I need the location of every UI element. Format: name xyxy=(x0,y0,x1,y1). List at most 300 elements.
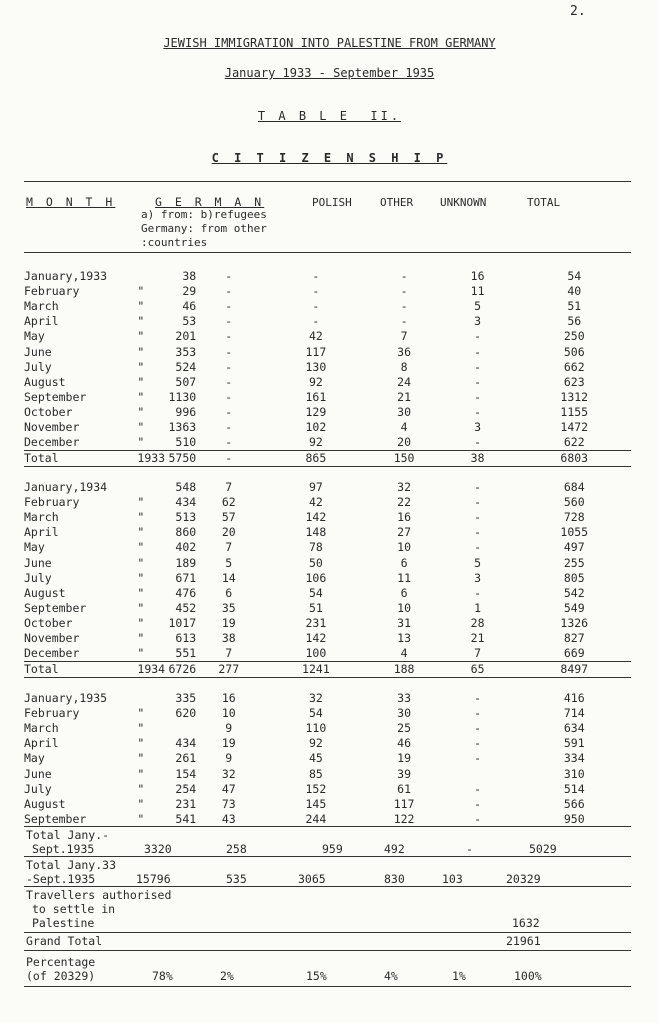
column-header-total: TOTAL xyxy=(527,196,561,209)
value-german-a: 15796 xyxy=(136,872,171,886)
german-a-cell: 452 xyxy=(175,600,197,615)
total-cell: 1472 xyxy=(560,419,589,434)
total-cell: 669 xyxy=(563,646,585,661)
total-cell: 591 xyxy=(563,736,585,751)
table-row xyxy=(24,510,631,525)
polish-cell: - xyxy=(312,314,320,329)
month-cell: September xyxy=(24,811,87,826)
value-polish: 3065 xyxy=(298,872,326,886)
month-cell: August xyxy=(24,374,66,389)
table-section-1935 xyxy=(24,691,631,827)
month-cell: June xyxy=(24,344,52,359)
unknown-cell: 5 xyxy=(474,555,482,570)
rule xyxy=(24,886,631,887)
summary-label: (of 20329) xyxy=(26,969,96,983)
month-cell: May xyxy=(24,751,45,766)
german-a-cell: 38 xyxy=(182,269,197,284)
polish-cell: 130 xyxy=(305,359,327,374)
total-cell: 623 xyxy=(563,374,585,389)
month-cell: January,1934 xyxy=(24,480,108,495)
table-row xyxy=(24,405,631,420)
other-cell: 4 xyxy=(400,646,408,661)
unknown-cell: - xyxy=(474,811,482,826)
month-cell: April xyxy=(24,736,59,751)
value-total: 100% xyxy=(514,969,542,983)
table-row xyxy=(24,691,631,706)
total-cell: 714 xyxy=(563,706,585,721)
ditto-cell: " xyxy=(137,419,145,434)
ditto-cell: " xyxy=(137,706,145,721)
total-cell: 497 xyxy=(563,540,585,555)
total-cell: 506 xyxy=(563,344,585,359)
other-cell: 31 xyxy=(397,615,412,630)
german-a-cell: 548 xyxy=(175,480,197,495)
unknown-cell: - xyxy=(474,706,482,721)
ditto-cell: " xyxy=(137,510,145,525)
german-b-cell: 20 xyxy=(221,525,236,540)
other-cell: 16 xyxy=(397,510,412,525)
german-a-cell: 541 xyxy=(175,811,197,826)
ditto-cell xyxy=(137,269,152,284)
german-a-cell: 996 xyxy=(175,404,197,419)
total-cell: 549 xyxy=(563,600,585,615)
total-cell: 634 xyxy=(563,721,585,736)
german-a-cell: 513 xyxy=(175,510,197,525)
unknown-cell: - xyxy=(474,404,482,419)
column-header-german: G E R M A N xyxy=(155,195,265,209)
rule xyxy=(24,826,631,827)
value-polish: 15% xyxy=(306,969,327,983)
value-total: 1632 xyxy=(512,916,540,930)
month-cell: April xyxy=(24,525,59,540)
german-a-cell: 671 xyxy=(175,570,197,585)
table-row xyxy=(24,540,631,555)
value-other: 4% xyxy=(384,969,398,983)
summary-grand-total xyxy=(24,934,631,950)
month-cell: February xyxy=(24,495,80,510)
value-german-a: 3320 xyxy=(144,842,172,856)
german-a-cell: 353 xyxy=(175,344,197,359)
ditto-cell: " xyxy=(137,570,145,585)
unknown-cell: - xyxy=(474,736,482,751)
ditto-cell: " xyxy=(137,600,145,615)
unknown-cell: 65 xyxy=(438,662,518,678)
unknown-cell: 3 xyxy=(474,570,482,585)
other-cell: - xyxy=(400,299,408,314)
rule xyxy=(24,856,631,857)
polish-cell: - xyxy=(312,269,320,284)
column-header-german-sub2: Germany: from other xyxy=(141,222,267,235)
german-b-cell: 16 xyxy=(221,691,236,706)
other-cell: - xyxy=(400,314,408,329)
german-b-cell: 19 xyxy=(221,615,236,630)
month-cell: April xyxy=(24,314,59,329)
german-b-cell: 43 xyxy=(221,811,236,826)
summary-label: Palestine xyxy=(32,916,95,930)
other-cell: 150 xyxy=(371,451,438,467)
value-total: 5029 xyxy=(529,842,557,856)
month-cell: August xyxy=(24,585,66,600)
ditto-cell: " xyxy=(137,374,145,389)
unknown-cell: - xyxy=(474,435,482,450)
total-row xyxy=(24,451,631,467)
polish-cell: 92 xyxy=(308,435,323,450)
ditto-cell: " xyxy=(137,525,145,540)
german-b-cell: - xyxy=(225,389,233,404)
german-a-cell: 620 xyxy=(175,706,197,721)
other-cell: 30 xyxy=(397,404,412,419)
german-a-cell: 524 xyxy=(175,359,197,374)
polish-cell: 42 xyxy=(308,329,323,344)
ditto-cell: 1933 xyxy=(137,451,166,466)
polish-cell: 106 xyxy=(305,570,327,585)
total-cell: 1312 xyxy=(560,389,589,404)
german-a-cell: 261 xyxy=(175,751,197,766)
value-total: 20329 xyxy=(506,872,541,886)
other-cell: 22 xyxy=(397,495,412,510)
german-b-cell: 32 xyxy=(221,766,236,781)
ditto-cell: " xyxy=(137,540,145,555)
unknown-cell: 5 xyxy=(474,299,482,314)
month-cell: December xyxy=(24,646,80,661)
german-b-cell: - xyxy=(225,359,233,374)
unknown-cell: 21 xyxy=(470,630,485,645)
table-row xyxy=(24,329,631,344)
polish-cell: 142 xyxy=(305,630,327,645)
polish-cell: 117 xyxy=(305,344,327,359)
month-cell: March xyxy=(24,721,59,736)
german-b-cell: 35 xyxy=(221,600,236,615)
polish-cell: 231 xyxy=(305,615,327,630)
unknown-cell xyxy=(438,766,518,781)
other-cell: 33 xyxy=(397,691,412,706)
month-cell: January,1935 xyxy=(24,691,108,706)
summary-label: -Sept.1935 xyxy=(26,872,96,886)
value-total: 21961 xyxy=(506,934,541,948)
other-cell: 188 xyxy=(371,662,438,678)
polish-cell: 161 xyxy=(305,389,327,404)
german-a-cell: 1017 xyxy=(168,615,197,630)
german-a-cell: 189 xyxy=(175,555,197,570)
german-b-cell: 62 xyxy=(221,495,236,510)
other-cell: 7 xyxy=(400,329,408,344)
summary-percentage xyxy=(24,955,631,983)
total-row xyxy=(24,662,631,678)
other-cell: 20 xyxy=(397,435,412,450)
month-cell: February xyxy=(24,284,80,299)
table-row xyxy=(24,571,631,586)
other-cell: - xyxy=(400,284,408,299)
month-cell: Total xyxy=(24,451,137,467)
polish-cell: - xyxy=(312,284,320,299)
total-cell: 1155 xyxy=(560,404,589,419)
german-b-cell: 9 xyxy=(225,721,233,736)
value-unknown: 103 xyxy=(442,872,463,886)
total-cell: 416 xyxy=(563,691,585,706)
german-b-cell: - xyxy=(225,419,233,434)
german-a-cell: 5750 xyxy=(152,451,196,467)
german-b-cell: - xyxy=(225,269,233,284)
table-row xyxy=(24,616,631,631)
german-a-cell: 46 xyxy=(182,299,197,314)
table-row xyxy=(24,706,631,721)
total-cell: 8497 xyxy=(518,662,631,678)
summary-travellers xyxy=(24,888,631,932)
german-a-cell: 476 xyxy=(175,585,197,600)
total-cell: 950 xyxy=(563,811,585,826)
polish-cell: 78 xyxy=(308,540,323,555)
table-row xyxy=(24,646,631,662)
german-b-cell: - xyxy=(225,374,233,389)
german-b-cell: 14 xyxy=(221,570,236,585)
polish-cell: 865 xyxy=(261,451,370,467)
unknown-cell: 1 xyxy=(474,600,482,615)
table-row xyxy=(24,586,631,601)
unknown-cell: - xyxy=(474,344,482,359)
header-rule-top xyxy=(24,181,631,182)
polish-cell: 45 xyxy=(308,751,323,766)
ditto-cell: " xyxy=(137,344,145,359)
other-cell: 19 xyxy=(397,751,412,766)
unknown-cell: 3 xyxy=(474,314,482,329)
german-b-cell: - xyxy=(225,314,233,329)
month-cell: October xyxy=(24,615,73,630)
unknown-cell: - xyxy=(474,796,482,811)
german-a-cell: 402 xyxy=(175,540,197,555)
other-cell: 24 xyxy=(397,374,412,389)
month-cell: June xyxy=(24,766,52,781)
other-cell: - xyxy=(400,269,408,284)
polish-cell: 85 xyxy=(308,766,323,781)
total-cell: 805 xyxy=(563,570,585,585)
ditto-cell: " xyxy=(137,495,145,510)
value-german-a: 78% xyxy=(152,969,173,983)
other-cell: 11 xyxy=(397,570,412,585)
table-section-1934 xyxy=(24,480,631,678)
month-cell: February xyxy=(24,706,80,721)
table-row xyxy=(24,766,631,781)
german-b-cell: - xyxy=(225,344,233,359)
unknown-cell: 16 xyxy=(470,269,485,284)
unknown-cell: - xyxy=(474,721,482,736)
german-b-cell: - xyxy=(225,299,233,314)
ditto-cell: " xyxy=(137,615,145,630)
total-cell: 56 xyxy=(567,314,582,329)
column-header-german-sub1: a) from: b)refugees xyxy=(141,208,267,221)
summary-label: to settle in xyxy=(32,902,116,916)
german-b-cell: 7 xyxy=(225,646,233,661)
ditto-cell: " xyxy=(137,796,145,811)
german-b-cell: 7 xyxy=(225,540,233,555)
german-b-cell: - xyxy=(225,435,233,450)
column-header-german-sub3: :countries xyxy=(141,236,208,249)
unknown-cell: - xyxy=(474,751,482,766)
german-a-cell: 613 xyxy=(175,630,197,645)
german-b-cell: 38 xyxy=(221,630,236,645)
rule xyxy=(24,986,631,987)
unknown-cell: - xyxy=(474,691,482,706)
ditto-cell: " xyxy=(137,359,145,374)
month-cell: September xyxy=(24,600,87,615)
table-row xyxy=(24,435,631,451)
table-row xyxy=(24,314,631,329)
month-cell: June xyxy=(24,555,52,570)
total-cell: 662 xyxy=(563,359,585,374)
german-a-cell: 1130 xyxy=(168,389,197,404)
document-period: January 1933 - September 1935 xyxy=(224,66,435,80)
month-cell: July xyxy=(24,781,52,796)
other-cell: 13 xyxy=(397,630,412,645)
other-cell: 122 xyxy=(393,811,415,826)
other-cell: 39 xyxy=(397,766,412,781)
value-unknown: 1% xyxy=(452,969,466,983)
german-a-cell xyxy=(152,721,196,736)
german-a-cell: 254 xyxy=(175,781,197,796)
german-b-cell: 57 xyxy=(221,510,236,525)
other-cell: 6 xyxy=(400,555,408,570)
other-cell: 61 xyxy=(397,781,412,796)
month-cell: October xyxy=(24,404,73,419)
total-cell: 684 xyxy=(563,480,585,495)
polish-cell: 32 xyxy=(308,691,323,706)
table-row xyxy=(24,360,631,375)
total-cell: 514 xyxy=(563,781,585,796)
polish-cell: - xyxy=(312,299,320,314)
polish-cell: 97 xyxy=(308,480,323,495)
table-row xyxy=(24,495,631,510)
total-cell: 566 xyxy=(563,796,585,811)
month-cell: July xyxy=(24,570,52,585)
ditto-cell: " xyxy=(137,284,145,299)
ditto-cell: 1934 xyxy=(137,662,166,677)
value-other: 830 xyxy=(384,872,405,886)
month-cell: July xyxy=(24,359,52,374)
ditto-cell: " xyxy=(137,721,145,736)
polish-cell: 110 xyxy=(305,721,327,736)
table-row xyxy=(24,751,631,766)
ditto-cell: " xyxy=(137,766,145,781)
ditto-cell: " xyxy=(137,736,145,751)
german-b-cell: 277 xyxy=(196,662,261,678)
header-rule-bottom xyxy=(24,252,631,253)
table-row xyxy=(24,344,631,359)
summary-total-1935 xyxy=(24,828,631,856)
page-number: 2. xyxy=(570,4,586,19)
month-cell: August xyxy=(24,796,66,811)
other-cell: 117 xyxy=(393,796,415,811)
german-b-cell: 6 xyxy=(225,585,233,600)
german-b-cell: 9 xyxy=(225,751,233,766)
month-cell: May xyxy=(24,329,45,344)
polish-cell: 100 xyxy=(305,646,327,661)
table-row xyxy=(24,797,631,812)
table-row xyxy=(24,284,631,299)
ditto-cell: " xyxy=(137,299,145,314)
table-subject: C I T I Z E N S H I P xyxy=(211,151,448,165)
german-a-cell: 434 xyxy=(175,495,197,510)
total-cell: 40 xyxy=(567,284,582,299)
german-b-cell: - xyxy=(196,451,261,467)
unknown-cell: - xyxy=(474,540,482,555)
ditto-cell: " xyxy=(137,811,145,826)
total-cell: 560 xyxy=(563,495,585,510)
unknown-cell: - xyxy=(474,359,482,374)
polish-cell: 1241 xyxy=(261,662,370,678)
month-cell: January,1933 xyxy=(24,269,108,284)
total-cell: 334 xyxy=(563,751,585,766)
ditto-cell: " xyxy=(137,751,145,766)
month-cell: March xyxy=(24,510,59,525)
table-row xyxy=(24,390,631,405)
german-a-cell: 154 xyxy=(175,766,197,781)
unknown-cell: - xyxy=(474,374,482,389)
german-b-cell: - xyxy=(225,404,233,419)
polish-cell: 51 xyxy=(308,600,323,615)
value-german-b: 258 xyxy=(226,842,247,856)
table-row xyxy=(24,299,631,314)
unknown-cell: - xyxy=(474,480,482,495)
summary-label: Grand Total xyxy=(26,934,103,948)
polish-cell: 142 xyxy=(305,510,327,525)
ditto-cell: " xyxy=(137,555,145,570)
other-cell: 10 xyxy=(397,540,412,555)
unknown-cell: - xyxy=(474,585,482,600)
table-row xyxy=(24,631,631,646)
german-a-cell: 201 xyxy=(175,329,197,344)
ditto-cell: " xyxy=(137,781,145,796)
table-row xyxy=(24,480,631,495)
summary-label: Travellers authorised xyxy=(26,888,172,902)
polish-cell: 92 xyxy=(308,736,323,751)
german-a-cell: 507 xyxy=(175,374,197,389)
other-cell: 6 xyxy=(400,585,408,600)
table-row xyxy=(24,555,631,570)
polish-cell: 92 xyxy=(308,374,323,389)
value-german-b: 535 xyxy=(226,872,247,886)
polish-cell: 152 xyxy=(305,781,327,796)
total-cell: 1326 xyxy=(560,615,589,630)
total-cell: 255 xyxy=(563,555,585,570)
german-a-cell: 53 xyxy=(182,314,197,329)
other-cell: 27 xyxy=(397,525,412,540)
german-b-cell: 7 xyxy=(225,480,233,495)
german-a-cell: 510 xyxy=(175,435,197,450)
unknown-cell: - xyxy=(474,781,482,796)
table-section-1933 xyxy=(24,269,631,467)
polish-cell: 148 xyxy=(305,525,327,540)
other-cell: 10 xyxy=(397,600,412,615)
total-cell: 728 xyxy=(563,510,585,525)
unknown-cell: 28 xyxy=(470,615,485,630)
german-a-cell: 29 xyxy=(182,284,197,299)
table-row xyxy=(24,782,631,797)
total-cell: 622 xyxy=(563,435,585,450)
german-b-cell: 10 xyxy=(221,706,236,721)
total-cell: 51 xyxy=(567,299,582,314)
other-cell: 46 xyxy=(397,736,412,751)
ditto-cell: " xyxy=(137,630,145,645)
total-cell: 54 xyxy=(567,269,582,284)
month-cell: November xyxy=(24,419,80,434)
ditto-cell: " xyxy=(137,646,145,661)
german-b-cell: 47 xyxy=(221,781,236,796)
column-header-month: M O N T H xyxy=(26,195,116,209)
polish-cell: 50 xyxy=(308,555,323,570)
rule xyxy=(24,932,631,933)
polish-cell: 244 xyxy=(305,811,327,826)
german-a-cell: 6726 xyxy=(152,662,196,678)
german-a-cell: 231 xyxy=(175,796,197,811)
